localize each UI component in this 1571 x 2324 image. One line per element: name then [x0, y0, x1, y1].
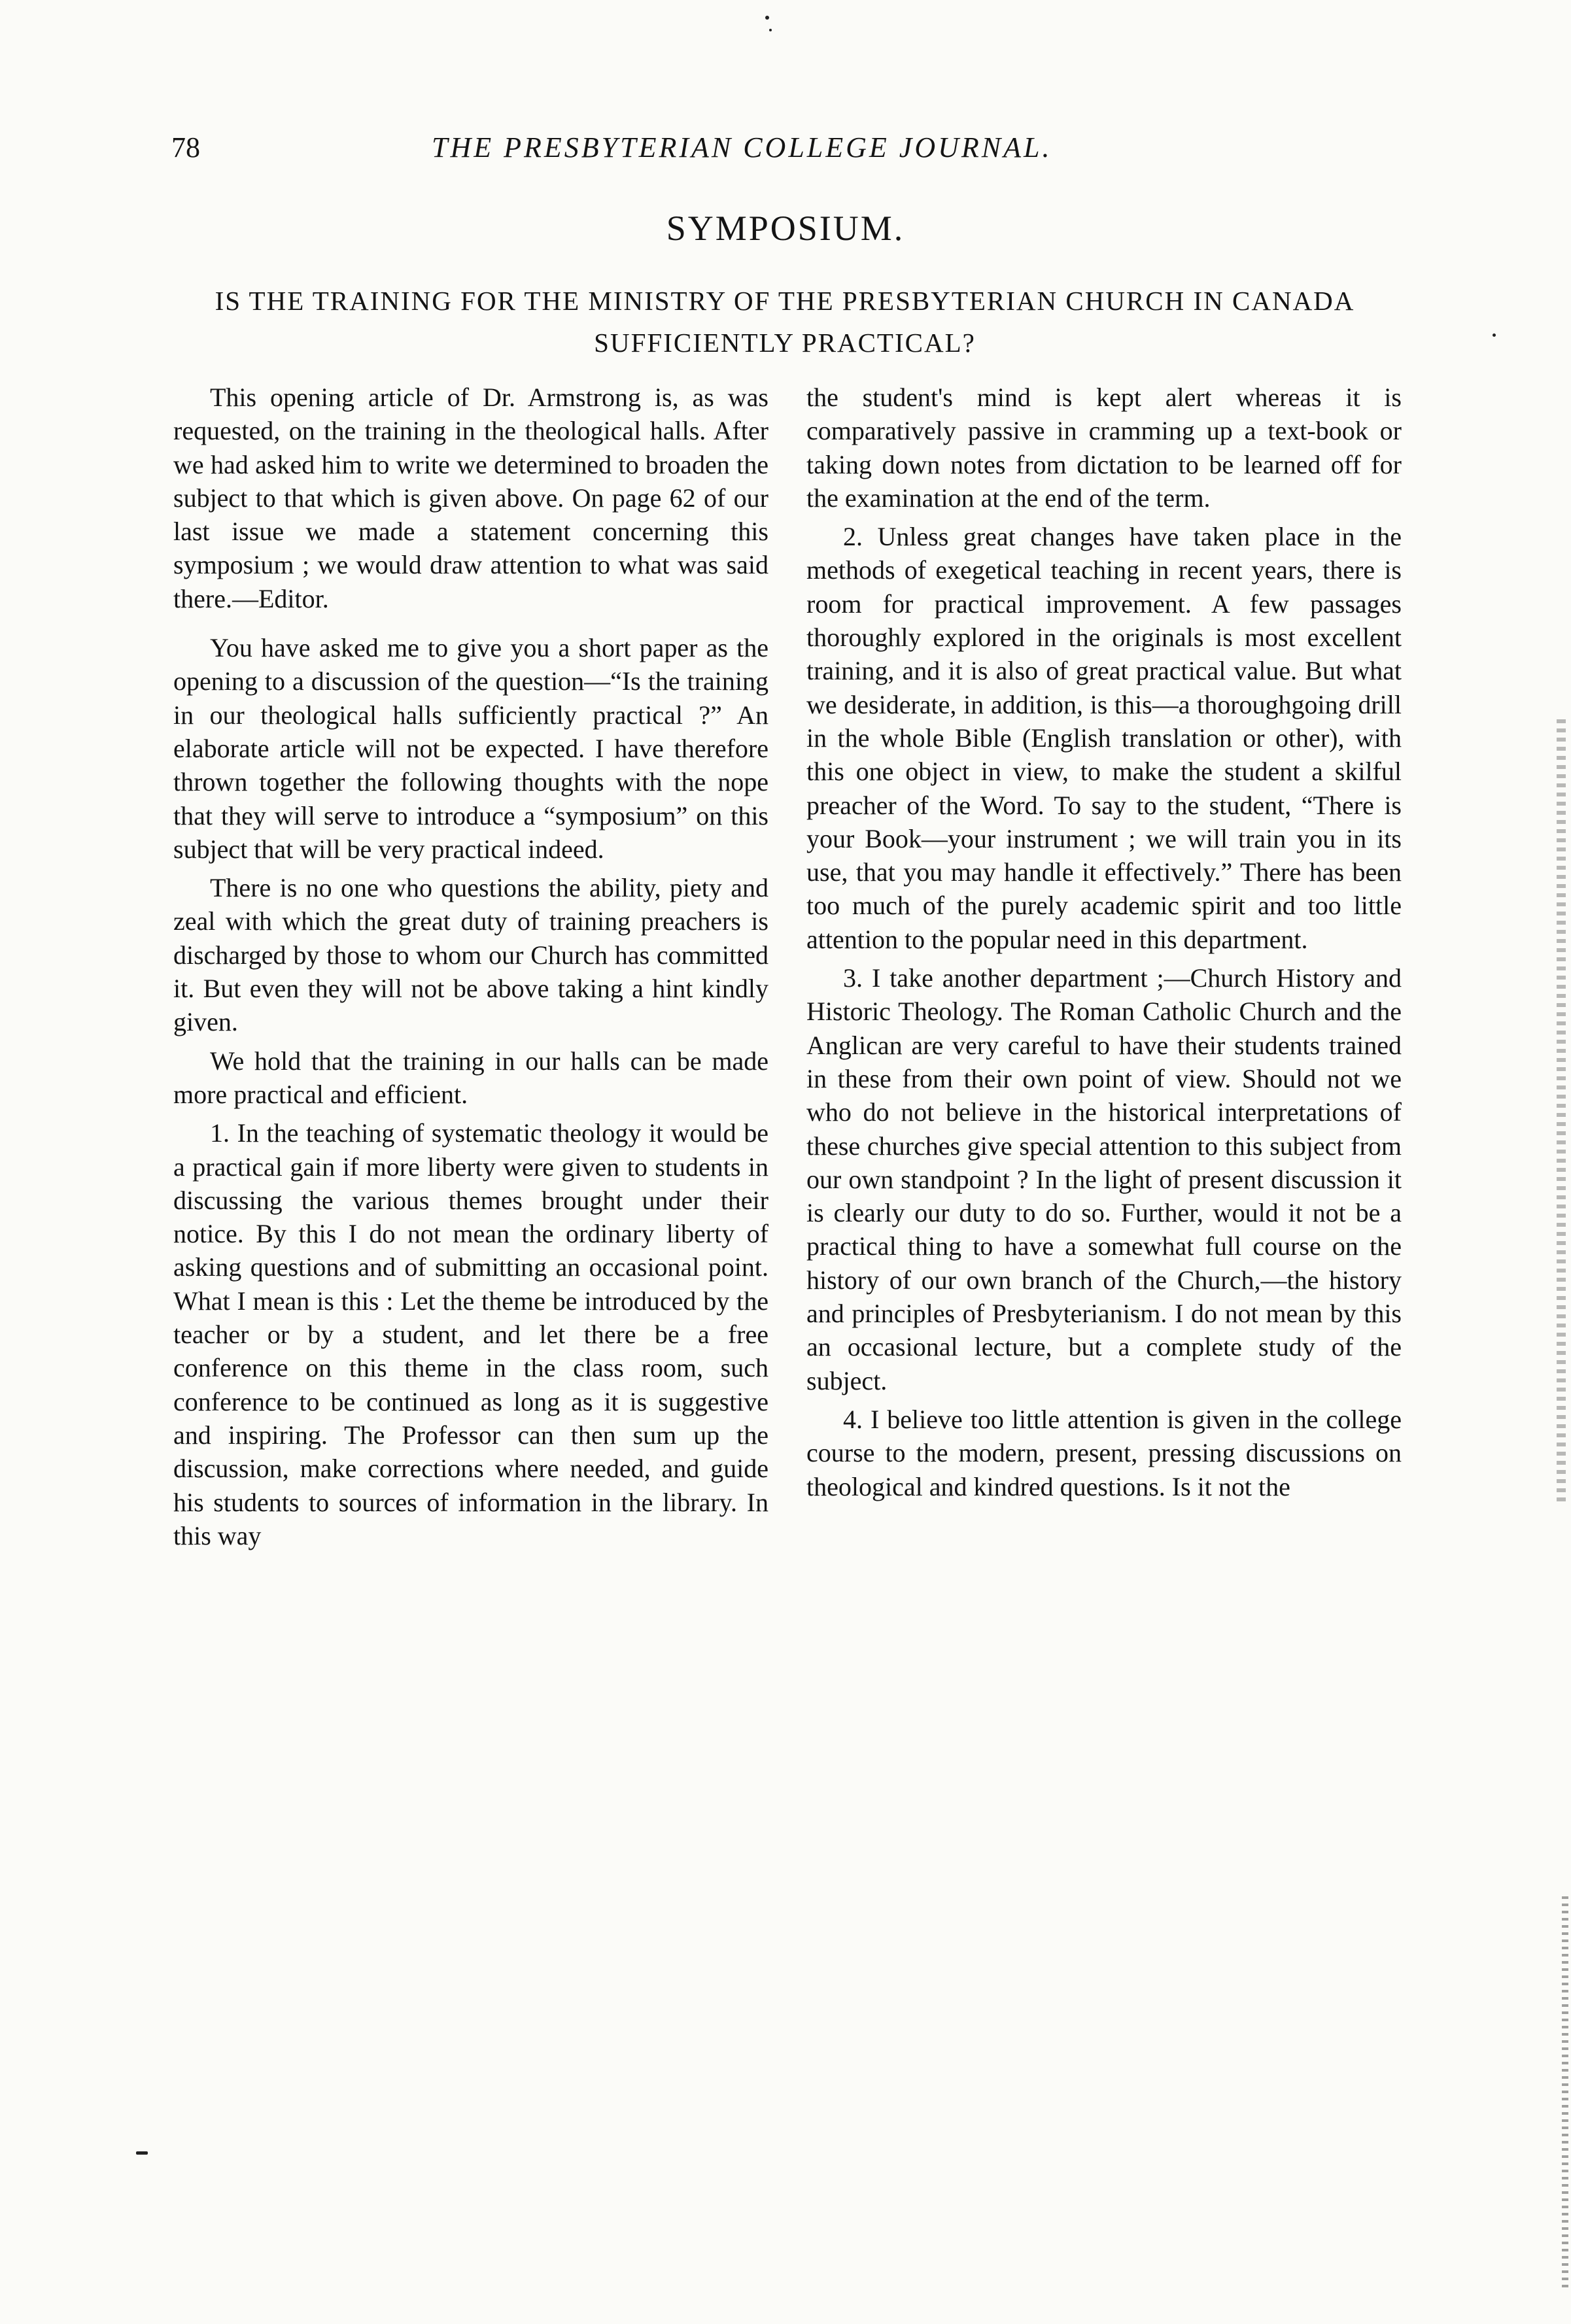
- paragraph: 1. In the teaching of systematic theology it would be a practical gain if more liberty were given to students in discussing the various themes brought under their notice. By this I do not mean the ordinary liberty of asking questions and of submitting an occasional point. What I mean is this : Let the theme be introduced by the teacher or by a student, and let there be a free conference on this theme in the class room, such conference to be continued as long as it is suggestive and inspiring. The Professor can then sum up the discussion, make corrections where needed, and guide his students to sources of information in the library. In this way: [173, 1118, 768, 1550]
- paragraph: 2. Unless great changes have taken place in the methods of exegetical teaching in recent years, there is room for practical improvement. A few passages thoroughly explored in the originals is most excellent training, and it is also of great practical value. But what we desiderate, in addition, is this—a thoroughgoing drill in the whole Bible (English translation or other), with this one object in view, to make the student a skilful preacher of the Word. To say to the student, “There is your Book—your instrument ; we will train you in its use, that you may handle it effectively.” There has been too much of the purely academic spirit and too little attention to the popular need in this department.: [806, 522, 1402, 954]
- symposium-question: IS THE TRAINING FOR THE MINISTRY OF THE PRESBYTERIAN CHURCH IN CANADA SUFFICIENTLY PRACTICAL?: [215, 286, 1355, 358]
- scan-edge-artifact: [1557, 719, 1566, 1504]
- page-number: 78: [171, 131, 200, 163]
- paragraph: 3. I take another department ;—Church History and Historic Theology. The Roman Catholic Church and the Anglican are very careful to have their students trained in these from their own point of view. Should not we who do not believe in the historical interpretations of these churches give special attention to this subject from our own standpoint ? In the light of present discussion it is clearly our duty to do so. Further, would it not be a practical thing to have a somewhat full course on the history of our own branch of the Church,—the history and principles of Presbyterianism. I do not mean by this an occasional lecture, but a complete study of the subject.: [806, 963, 1402, 1395]
- scan-speck: [769, 29, 772, 31]
- editor-note: This opening article of Dr. Armstrong is, as was requested, on the training in the theological halls. After we had asked him to write we determined to broaden the subject to that which is given above. On page 62 of our last issue we made a statement concerning this symposium ; we would draw attention to what was said there.—Editor.: [173, 383, 768, 613]
- scan-speck: [765, 16, 769, 20]
- paragraph: You have asked me to give you a short paper as the opening to a discussion of the question—“Is the training in our theological halls sufficiently practical ?” An elaborate article will not be expected. I have therefore thrown together the following thoughts with the nope that they will serve to introduce a “symposium” on this subject that will be very practical indeed.: [173, 633, 768, 864]
- paragraph: There is no one who questions the ability, piety and zeal with which the great duty of training preachers is discharged by those to whom our Church has committed it. But even they will not be above taking a hint kindly given.: [173, 873, 768, 1037]
- scan-speck: [1493, 333, 1496, 337]
- paragraph: the student's mind is kept alert whereas it is comparatively passive in cramming up a text-book or taking down notes from dictation to be learned off for the examination at the end of the term.: [806, 383, 1402, 513]
- paragraph: We hold that the training in our halls can be made more practical and efficient.: [173, 1046, 768, 1109]
- article-title: SYMPOSIUM.: [666, 209, 905, 248]
- scan-speck: [136, 2151, 148, 2155]
- right-column: [806, 381, 1402, 1503]
- left-column: [173, 381, 768, 1552]
- paragraph: 4. I believe too little attention is given in the college course to the modern, present, pressing discussions on theological and kindred questions. Is it not the: [806, 1404, 1402, 1501]
- running-head: THE PRESBYTERIAN COLLEGE JOURNAL.: [432, 131, 1052, 163]
- scan-edge-artifact: [1562, 1896, 1568, 2289]
